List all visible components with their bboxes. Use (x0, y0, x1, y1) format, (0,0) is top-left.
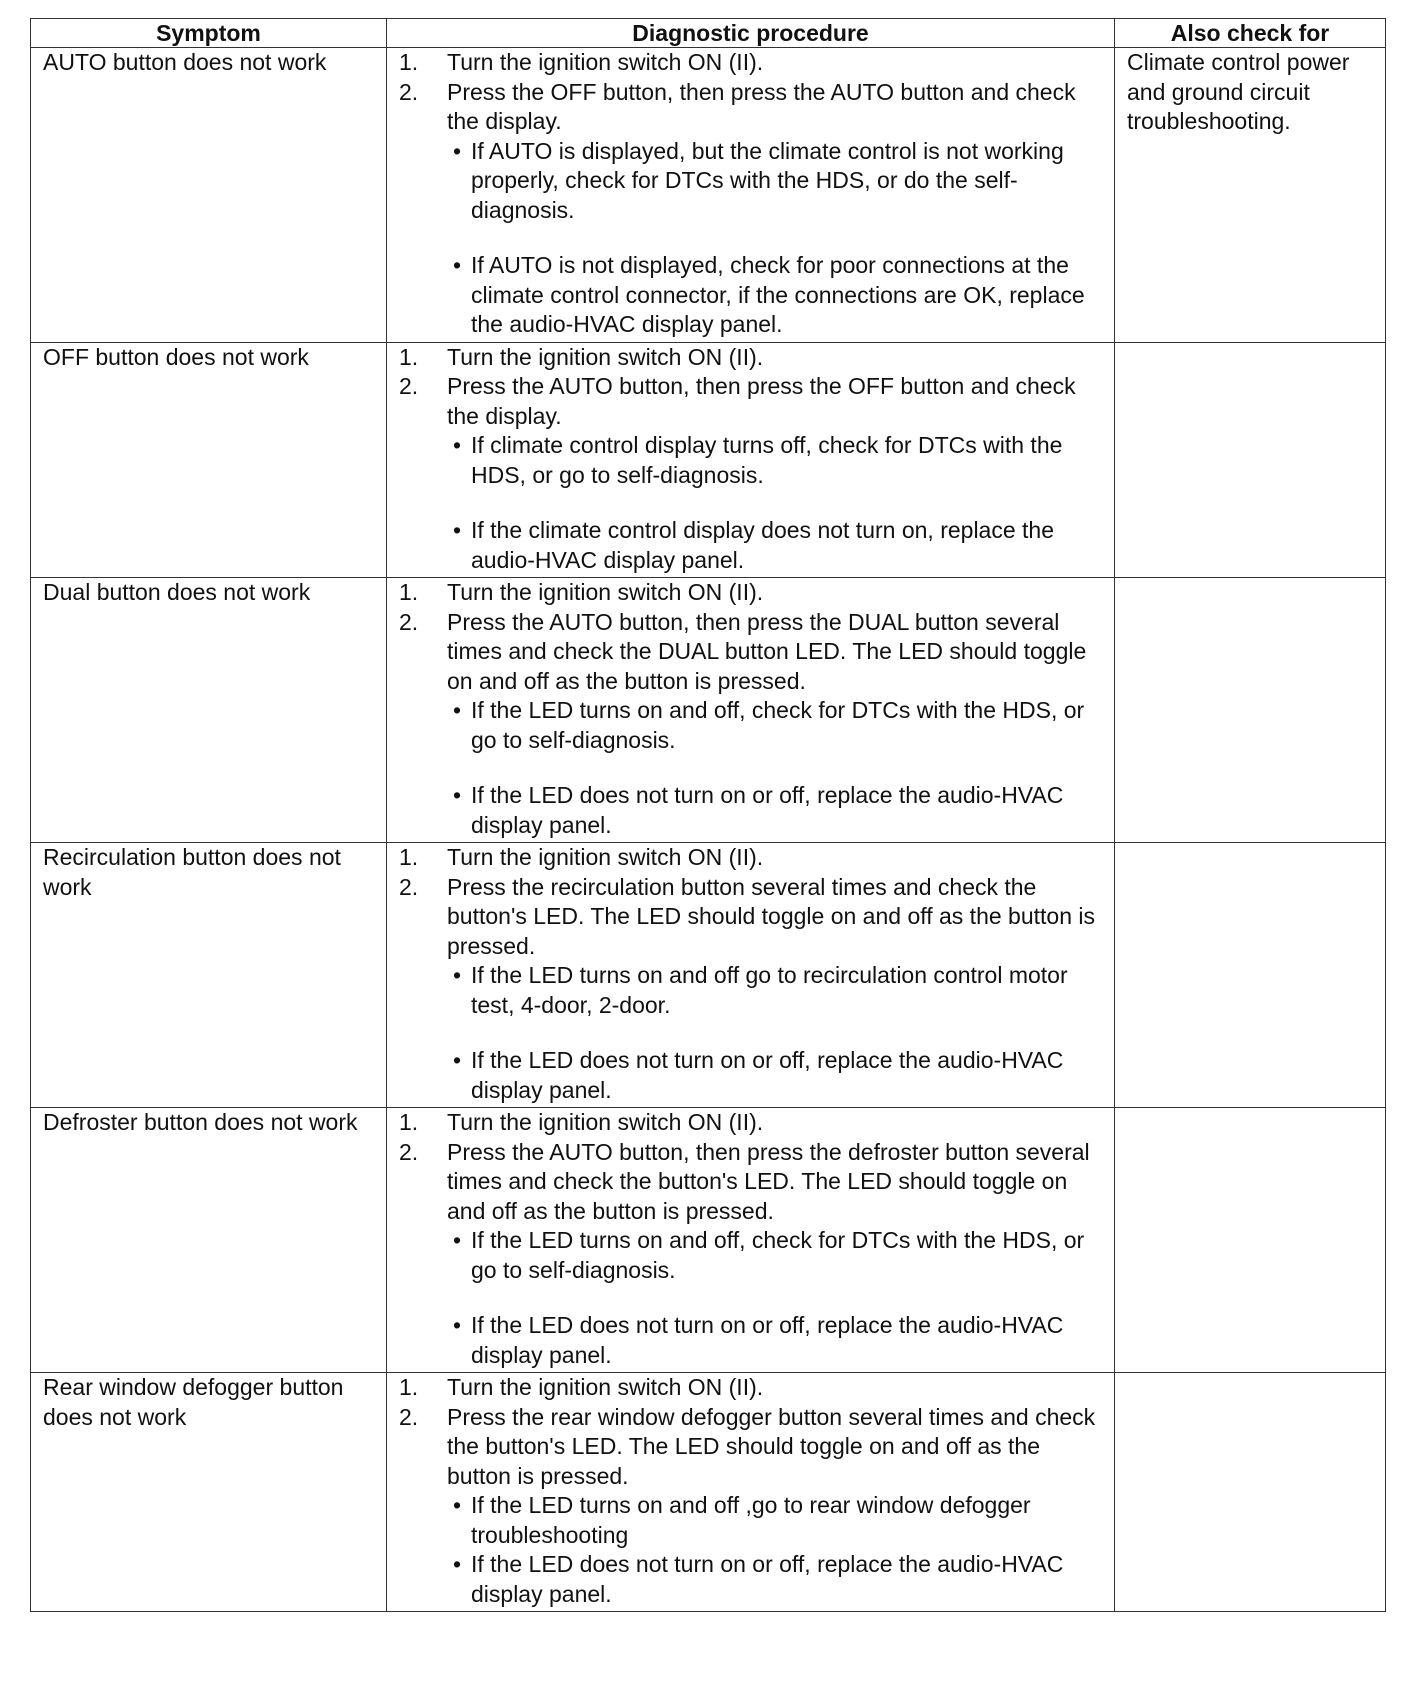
bullet-dot: • (453, 1312, 462, 1338)
procedure-step (399, 843, 1106, 873)
step-text: Turn the ignition switch ON (II). (447, 343, 764, 370)
symptom-cell: Defroster button does not work (31, 1108, 387, 1373)
procedure-bullet (447, 1311, 1106, 1370)
procedure-step (399, 1373, 1106, 1403)
procedure-header: Diagnostic procedure (387, 19, 1115, 48)
table-row (31, 342, 1386, 578)
step-number: 2. (399, 608, 419, 635)
step-text: Turn the ignition switch ON (II). (447, 844, 764, 870)
procedure-cell (387, 578, 1115, 843)
bullet-dot: • (453, 137, 462, 164)
bullet-dot: • (453, 782, 462, 808)
step-text: Press the recirculation button several times and check the button's LED. The LED should toggle on and off as the button is pressed. (447, 873, 1095, 959)
step-text: Press the AUTO button, then press the OFF button and check the display. (447, 373, 1076, 429)
also-check-header: Also check for (1115, 19, 1386, 48)
symptom-cell: Rear window defogger button does not work (31, 1373, 387, 1612)
step-number: 1. (399, 844, 419, 870)
bullet-dot: • (453, 1492, 462, 1518)
step-number: 1. (399, 1109, 419, 1135)
bullet-text: If the LED does not turn on or off, replace the audio-HVAC display panel. (471, 1551, 1064, 1607)
step-number: 2. (399, 78, 419, 105)
procedure-bullet (447, 1491, 1106, 1550)
also-check-cell (1115, 578, 1386, 843)
bullet-dot: • (453, 1551, 462, 1577)
table-row (31, 1373, 1386, 1612)
bullet-text: If climate control display turns off, check for DTCs with the HDS, or go to self-diagnosis. (471, 432, 1063, 488)
bullet-dot: • (453, 432, 462, 458)
bullet-text: If the LED turns on and off, check for DTCs with the HDS, or go to self-diagnosis. (471, 1227, 1085, 1283)
bullet-text: If the LED turns on and off, check for DTCs with the HDS, or go to self-diagnosis. (471, 697, 1085, 753)
step-number: 2. (399, 1403, 419, 1430)
procedure-bullet (447, 1046, 1106, 1105)
procedure-step (399, 1108, 1106, 1138)
procedure-step (399, 372, 1106, 431)
procedure-cell (387, 843, 1115, 1108)
procedure-bullet (447, 781, 1106, 840)
also-check-cell (1115, 1108, 1386, 1373)
bullet-text: If the LED does not turn on or off, replace the audio-HVAC display panel. (471, 782, 1064, 838)
procedure-bullet (447, 137, 1106, 226)
procedure-step (399, 608, 1106, 697)
step-number: 1. (399, 49, 419, 75)
step-number: 2. (399, 1138, 419, 1165)
also-check-cell: Climate control power and ground circuit troubleshooting. (1115, 48, 1386, 343)
step-number: 2. (399, 373, 419, 399)
bullet-text: If the LED turns on and off ,go to rear window defogger troubleshooting (471, 1492, 1031, 1548)
table-row (31, 48, 1386, 343)
procedure-cell (387, 48, 1115, 343)
step-text: Press the OFF button, then press the AUTO button and check the display. (447, 78, 1076, 134)
bullet-text: If the climate control display does not turn on, replace the audio-HVAC display panel. (471, 517, 1054, 573)
symptom-cell: OFF button does not work (31, 342, 387, 578)
bullet-text: If the LED does not turn on or off, replace the audio-HVAC display panel. (471, 1047, 1064, 1103)
procedure-bullet (447, 431, 1106, 490)
procedure-bullet (447, 961, 1106, 1020)
procedure-step (399, 78, 1106, 137)
bullet-dot: • (453, 697, 462, 723)
step-number: 2. (399, 873, 419, 900)
diagnostic-table (30, 18, 1386, 1612)
step-text: Press the rear window defogger button several times and check the button's LED. The LED should toggle on and off as the button is pressed. (447, 1403, 1096, 1489)
symptom-header: Symptom (31, 19, 387, 48)
step-number: 1. (399, 343, 419, 370)
bullet-dot: • (453, 1227, 462, 1253)
table-row (31, 1108, 1386, 1373)
step-text: Turn the ignition switch ON (II). (447, 49, 764, 75)
step-text: Turn the ignition switch ON (II). (447, 579, 764, 605)
document-page (30, 18, 1385, 1612)
procedure-step (399, 578, 1106, 608)
procedure-step (399, 1403, 1106, 1492)
procedure-cell (387, 1108, 1115, 1373)
step-text: Turn the ignition switch ON (II). (447, 1109, 764, 1135)
bullet-dot: • (453, 517, 462, 543)
step-text: Turn the ignition switch ON (II). (447, 1374, 764, 1400)
procedure-bullet (447, 696, 1106, 755)
procedure-step (399, 1138, 1106, 1227)
table-row (31, 843, 1386, 1108)
symptom-cell: Recirculation button does not work (31, 843, 387, 1108)
step-text: Press the AUTO button, then press the defroster button several times and check the button's LED. The LED should toggle on and off as the button is pressed. (447, 1138, 1090, 1224)
header-row (31, 19, 1386, 48)
procedure-step (399, 48, 1106, 78)
symptom-cell: AUTO button does not work (31, 48, 387, 343)
procedure-step (399, 873, 1106, 962)
bullet-text: If AUTO is displayed, but the climate control is not working properly, check for DTCs with the HDS, or do the self-diagnosis. (471, 137, 1064, 223)
procedure-bullet (447, 1550, 1106, 1609)
table-row (31, 578, 1386, 843)
procedure-step (399, 343, 1106, 373)
bullet-text: If the LED turns on and off go to recirculation control motor test, 4-door, 2-door. (471, 962, 1068, 1018)
bullet-dot: • (453, 1047, 462, 1073)
also-check-cell (1115, 342, 1386, 578)
bullet-dot: • (453, 252, 462, 278)
bullet-text: If the LED does not turn on or off, replace the audio-HVAC display panel. (471, 1312, 1064, 1368)
bullet-dot: • (453, 962, 462, 988)
bullet-text: If AUTO is not displayed, check for poor connections at the climate control connector, if the connections are OK, replace the audio-HVAC display panel. (471, 252, 1085, 337)
step-text: Press the AUTO button, then press the DUAL button several times and check the DUAL button LED. The LED should toggle on and off as the button is pressed. (447, 608, 1087, 694)
procedure-cell (387, 342, 1115, 578)
step-number: 1. (399, 579, 419, 605)
procedure-bullet (447, 516, 1106, 575)
procedure-bullet (447, 1226, 1106, 1285)
procedure-bullet (447, 251, 1106, 340)
step-number: 1. (399, 1374, 419, 1400)
procedure-cell (387, 1373, 1115, 1612)
also-check-cell (1115, 843, 1386, 1108)
also-check-cell (1115, 1373, 1386, 1612)
symptom-cell: Dual button does not work (31, 578, 387, 843)
